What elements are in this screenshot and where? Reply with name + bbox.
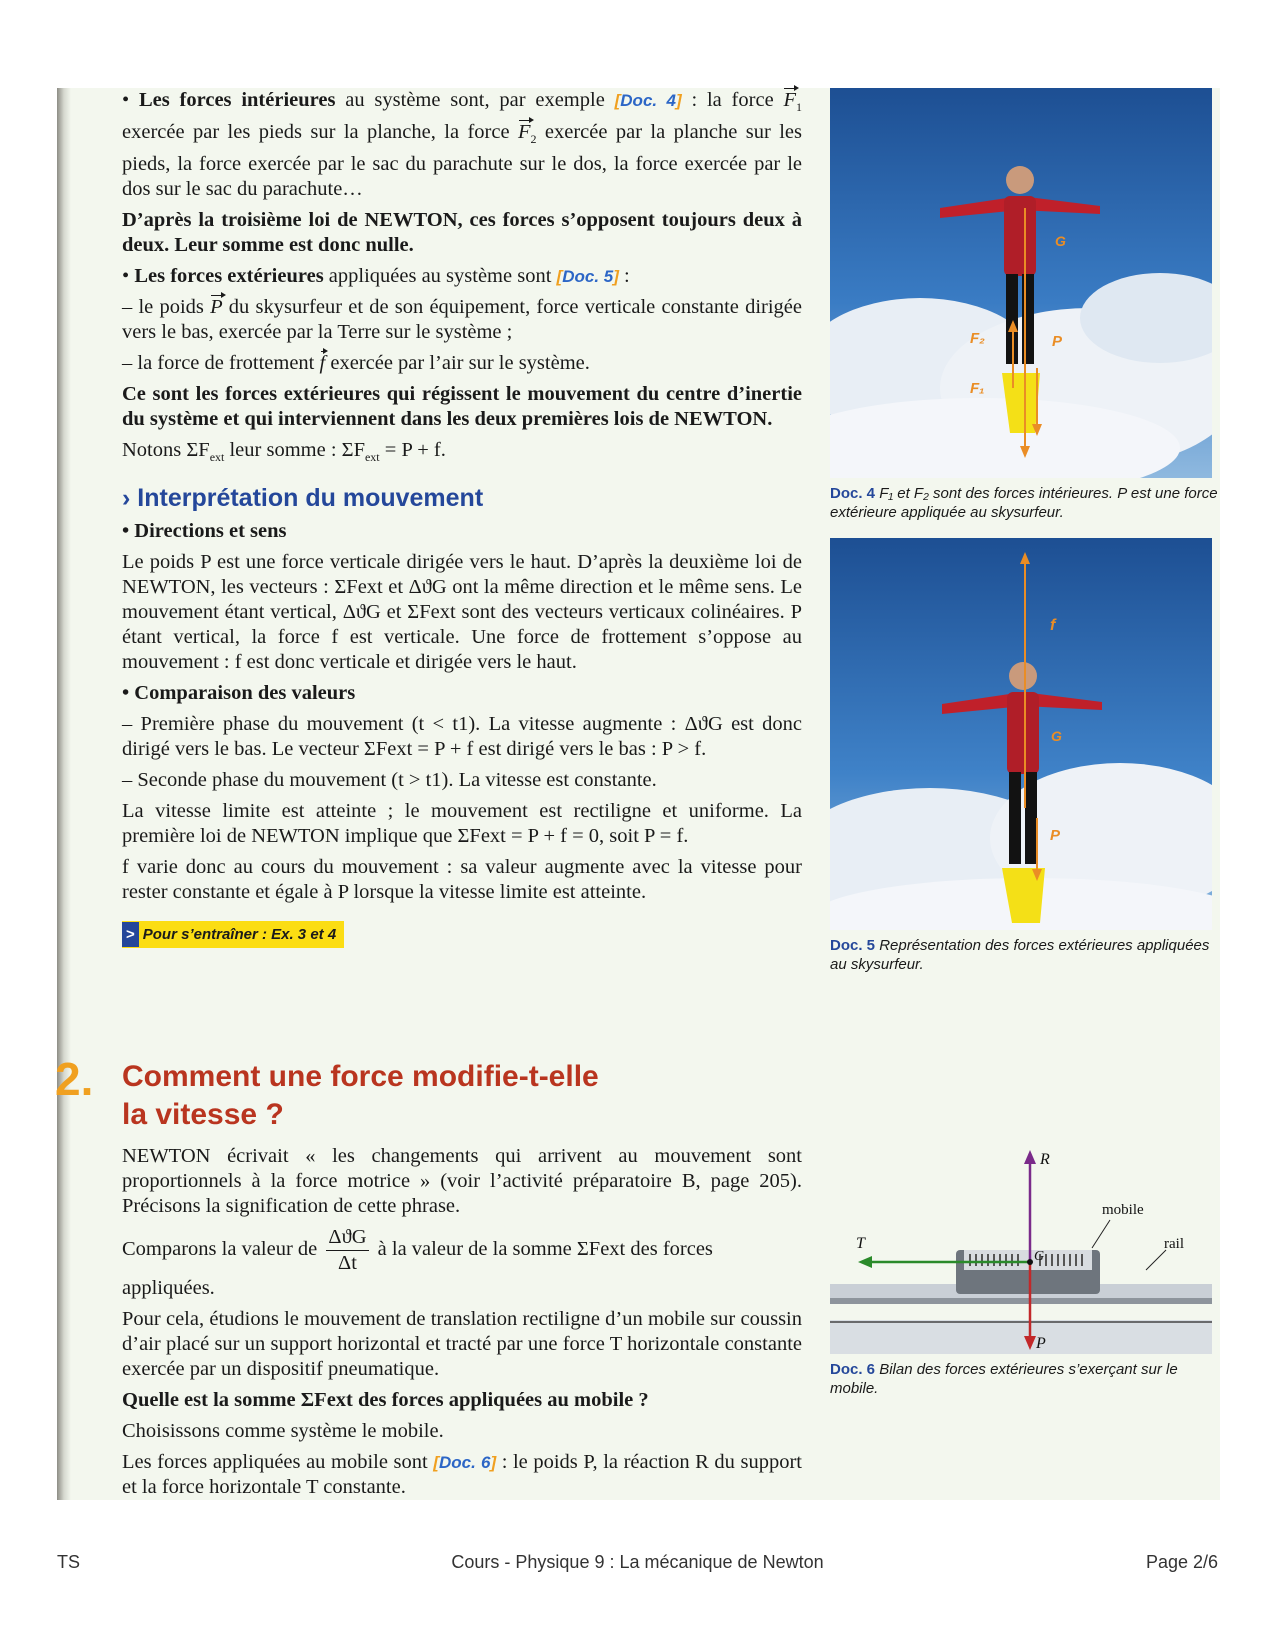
right-column bbox=[830, 88, 1220, 1398]
air-cushion-diagram bbox=[830, 1144, 1212, 1354]
term-external-forces: Les forces extérieures bbox=[134, 265, 324, 288]
caption-label: Doc. 6 bbox=[830, 1361, 876, 1378]
bullet: • bbox=[122, 89, 130, 111]
paragraph-newton-third-law: D’après la troisième loi de NEWTON, ces forces s’opposent toujours deux à deux. Leur somme est donc nulle. bbox=[122, 209, 802, 257]
paragraph-forces-mobile bbox=[122, 1450, 802, 1500]
vector-F: F bbox=[783, 89, 796, 111]
doc-ref-5[interactable]: [Doc. 5] bbox=[556, 267, 619, 287]
footer-center: Cours - Physique 9 : La mécanique de Newton bbox=[451, 1552, 824, 1572]
paragraph-air-cushion: Pour cela, étudions le mouvement de translation rectiligne d’un mobile sur coussin d’air placé sur un support horizontal et tracté par une force T horizontale constante exercée par un dispositif pneumatique. bbox=[122, 1308, 802, 1380]
paragraph-internal-forces bbox=[122, 88, 802, 202]
text: exercée par la planche sur les pieds, la force exercée par le sac du parachute sur le dos, la force exercée par le dos sur le sac du parachute… bbox=[122, 121, 802, 201]
paragraph-limit-speed: La vitesse limite est atteinte ; le mouvement est rectiligne et uniforme. La première loi de NEWTON implique que ΣFext = P + f = 0, soit P = f. bbox=[122, 800, 802, 848]
fraction bbox=[326, 1225, 368, 1276]
left-column bbox=[122, 88, 802, 948]
paragraph-notation bbox=[122, 438, 802, 470]
doc-ref-label: Doc. 5 bbox=[562, 267, 614, 287]
doc6-caption bbox=[830, 1360, 1220, 1398]
doc4-caption bbox=[830, 484, 1220, 522]
text: Les forces appliquées au mobile sont bbox=[122, 1451, 434, 1473]
label-mobile: mobile bbox=[1102, 1202, 1144, 1218]
doc-ref-label: Doc. 4 bbox=[620, 91, 676, 110]
caption-text: Représentation des forces extérieures appliquées au skysurfeur. bbox=[830, 937, 1210, 973]
text: Comparons la valeur de bbox=[122, 1238, 318, 1261]
fraction-denominator: Δt bbox=[338, 1252, 357, 1274]
fraction-numerator: ΔϑG bbox=[326, 1225, 368, 1251]
skydiver-photo-4 bbox=[830, 88, 1212, 478]
label-rail: rail bbox=[1164, 1236, 1184, 1252]
subscript: 1 bbox=[796, 100, 802, 115]
text: – le poids bbox=[122, 296, 211, 319]
label-R: R bbox=[1040, 1151, 1050, 1168]
doc-ref-4[interactable]: [Doc. 4] bbox=[614, 91, 682, 110]
text: – la force de frottement bbox=[122, 352, 320, 375]
paragraph-weight bbox=[122, 295, 802, 345]
label-P: P bbox=[1050, 827, 1061, 844]
text: leur somme : ΣF bbox=[224, 439, 365, 462]
text: au système sont, par exemple bbox=[335, 89, 615, 111]
paragraph-first-phase: – Première phase du mouvement (t < t1). La vitesse augmente : ΔϑG est donc dirigé vers le bas. Le vecteur ΣFext = P + f est dirigé vers le bas : P > f. bbox=[122, 713, 802, 761]
doc4-photo bbox=[830, 88, 1212, 478]
section-title bbox=[122, 1058, 722, 1134]
vector-f: f bbox=[319, 352, 326, 375]
exercise-link[interactable] bbox=[122, 921, 344, 948]
paragraph-system: Choisissons comme système le mobile. bbox=[122, 1420, 444, 1442]
section-title-line: Comment une force modifie-t-elle bbox=[122, 1060, 599, 1093]
text: à la valeur de la somme ΣFext des forces appliquées. bbox=[122, 1238, 713, 1299]
heading-interpretation: › Interprétation du mouvement bbox=[122, 484, 484, 513]
paragraph-question: Quelle est la somme ΣFext des forces appliquées au mobile ? bbox=[122, 1389, 649, 1411]
paragraph-second-phase: – Seconde phase du mouvement (t > t1). La vitesse est constante. bbox=[122, 769, 657, 792]
caption-label: Doc. 4 bbox=[830, 485, 876, 502]
text: exercée par l’air sur le système. bbox=[325, 352, 590, 375]
text: : la force bbox=[681, 89, 784, 111]
chevron-right-icon: > bbox=[122, 922, 139, 947]
caption-text: F₁ et F₂ sont des forces intérieures. P est une force extérieure appliquée au skysurfeur. bbox=[830, 485, 1218, 521]
binding-shadow bbox=[57, 88, 71, 1500]
label-P: P bbox=[1052, 333, 1063, 350]
text: Notons ΣF bbox=[122, 439, 210, 462]
term-internal-forces: Les forces intérieures bbox=[139, 89, 336, 111]
paragraph-friction bbox=[122, 351, 802, 376]
doc5-caption bbox=[830, 936, 1220, 974]
label-F1: F₁ bbox=[970, 380, 985, 397]
doc6-diagram bbox=[830, 1144, 1212, 1354]
bullet: • bbox=[122, 265, 130, 288]
exercise-link-label: Pour s’entraîner : Ex. 3 et 4 bbox=[142, 926, 337, 944]
footer-left: TS bbox=[57, 1552, 81, 1572]
text: exercée par les pieds sur la planche, la force bbox=[122, 121, 518, 144]
text: du skysurfeur et de son équipement, force verticale constante dirigée vers le bas, exercée par la Terre sur le système ; bbox=[122, 296, 803, 344]
skydiver-photo-5 bbox=[830, 538, 1212, 930]
vector-F: F bbox=[517, 121, 531, 144]
label-G: G bbox=[1034, 1249, 1045, 1264]
vector-P: P bbox=[210, 296, 223, 319]
label-G: G bbox=[1055, 233, 1066, 249]
subheading-directions: • Directions et sens bbox=[122, 520, 287, 543]
subscript: 2 bbox=[530, 132, 537, 147]
text: = P + f. bbox=[379, 439, 446, 462]
text: appliquées au système sont bbox=[323, 265, 557, 288]
section-2-body bbox=[122, 1144, 802, 1506]
label-T: T bbox=[856, 1235, 865, 1252]
paragraph-external-forces bbox=[122, 264, 802, 289]
subheading-comparaison: • Comparaison des valeurs bbox=[122, 682, 356, 705]
caption-label: Doc. 5 bbox=[830, 937, 876, 954]
section-number: 2. bbox=[55, 1053, 94, 1105]
label-P: P bbox=[1036, 1335, 1046, 1352]
section-title-line: la vitesse ? bbox=[122, 1098, 284, 1131]
label-F2: F₂ bbox=[970, 330, 985, 347]
footer-page-number: Page 2/6 bbox=[1145, 1552, 1218, 1572]
paragraph-newton-quote: NEWTON écrivait « les changements qui arrivent au mouvement sont proportionnels à la force motrice » (voir l’activité préparatoire B, page 205). Précisons la signification de cette phrase. bbox=[122, 1145, 802, 1217]
text: : bbox=[618, 265, 630, 288]
label-f: f bbox=[1050, 617, 1056, 634]
paragraph-directions: Le poids P est une force verticale dirigée vers le haut. D’après la deuxième loi de NEWTON, les vecteurs : ΣFext et ΔϑG ont la même direction et le même sens. Le mouvement étant vertical, ΔϑG et ΣFext sont des vecteurs verticaux colinéaires. P étant vertical, la force f est verticale. Une force de frottement s’oppose au mouvement : f est donc verticale et dirigée vers le haut. bbox=[122, 551, 802, 674]
label-G: G bbox=[1051, 728, 1062, 744]
subscript: ext bbox=[209, 450, 225, 465]
text: : le poids P, la réaction R du support et la force horizontale T constante. bbox=[122, 1451, 802, 1498]
doc5-photo bbox=[830, 538, 1212, 930]
doc-ref-6[interactable]: [Doc. 6] bbox=[433, 1453, 497, 1472]
paragraph-friction-varies: f varie donc au cours du mouvement : sa valeur augmente avec la vitesse pour rester constante et égale à P lorsque la vitesse limite est atteinte. bbox=[122, 856, 802, 904]
heading-text: Interprétation du mouvement bbox=[137, 484, 484, 513]
paragraph-external-govern: Ce sont les forces extérieures qui régissent le mouvement du centre d’inertie du système et qui interviennent dans les deux premières lois de NEWTON. bbox=[122, 383, 802, 431]
paragraph-compare bbox=[122, 1225, 802, 1301]
caption-text: Bilan des forces extérieures s’exerçant sur le mobile. bbox=[830, 1361, 1178, 1397]
doc-ref-label: Doc. 6 bbox=[438, 1453, 491, 1472]
subscript: ext bbox=[364, 450, 380, 465]
